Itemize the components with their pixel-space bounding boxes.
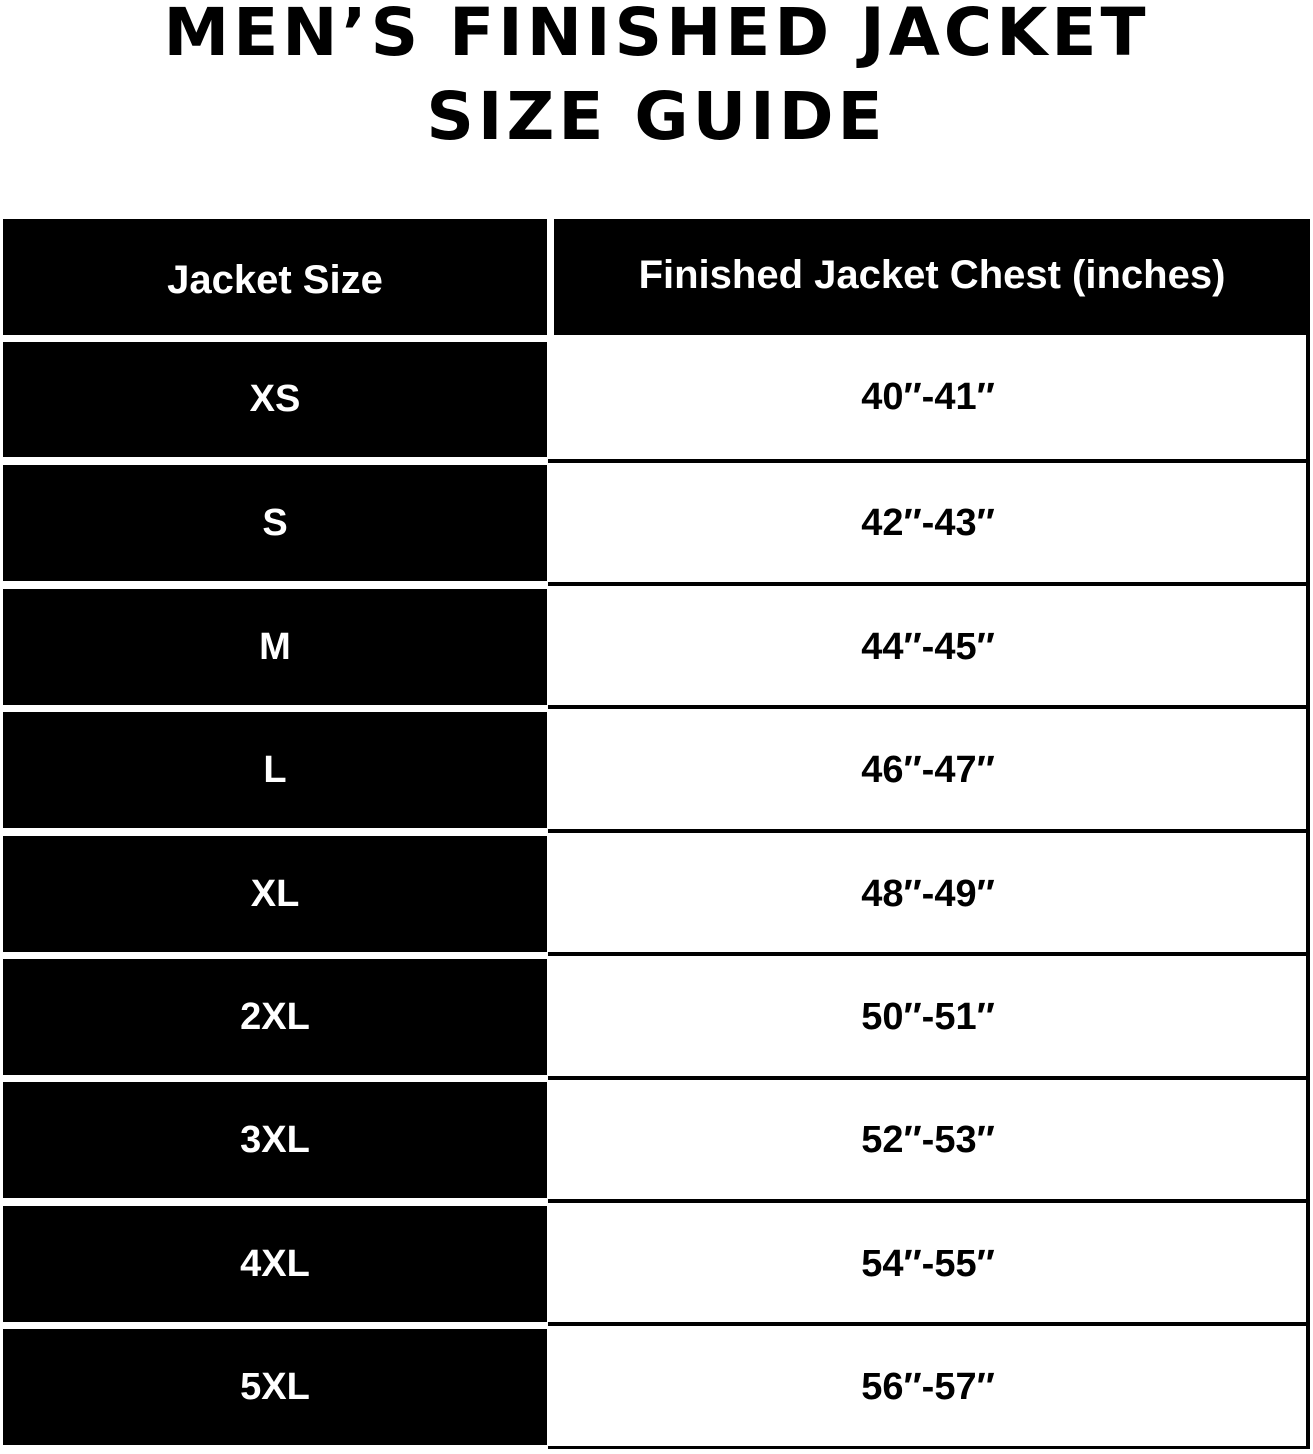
column-header-finished-chest: Finished Jacket Chest (inches) bbox=[554, 219, 1310, 335]
row-divider bbox=[548, 705, 1307, 709]
size-cell: 4XL bbox=[3, 1206, 547, 1322]
chest-cell: 46″-47″ bbox=[550, 712, 1306, 828]
size-cell: S bbox=[3, 465, 547, 581]
row-divider bbox=[548, 1199, 1307, 1203]
chest-cell: 56″-57″ bbox=[550, 1329, 1306, 1445]
chest-cell: 44″-45″ bbox=[550, 589, 1306, 705]
chest-cell: 54″-55″ bbox=[550, 1206, 1306, 1322]
row-divider bbox=[548, 829, 1307, 833]
chest-cell: 40″-41″ bbox=[550, 338, 1306, 457]
page-title-line-2: SIZE GUIDE bbox=[426, 78, 887, 155]
row-divider bbox=[548, 582, 1307, 586]
size-cell: 3XL bbox=[3, 1082, 547, 1198]
size-cell: M bbox=[3, 589, 547, 705]
row-divider bbox=[548, 1076, 1307, 1080]
page-title-line-1: MEN’S FINISHED JACKET bbox=[163, 0, 1150, 71]
size-cell: XL bbox=[3, 836, 547, 952]
size-cell: 2XL bbox=[3, 959, 547, 1075]
row-divider bbox=[548, 952, 1307, 956]
row-divider bbox=[548, 1322, 1307, 1326]
column-header-jacket-size: Jacket Size bbox=[3, 219, 547, 335]
size-cell: XS bbox=[3, 342, 547, 457]
table-right-edge bbox=[1306, 335, 1310, 1449]
size-cell: L bbox=[3, 712, 547, 828]
chest-cell: 52″-53″ bbox=[550, 1082, 1306, 1198]
row-divider bbox=[548, 1446, 1307, 1449]
chest-cell: 48″-49″ bbox=[550, 836, 1306, 952]
row-divider bbox=[548, 459, 1307, 463]
chest-cell: 42″-43″ bbox=[550, 465, 1306, 581]
chest-cell: 50″-51″ bbox=[550, 959, 1306, 1075]
size-cell: 5XL bbox=[3, 1329, 547, 1445]
